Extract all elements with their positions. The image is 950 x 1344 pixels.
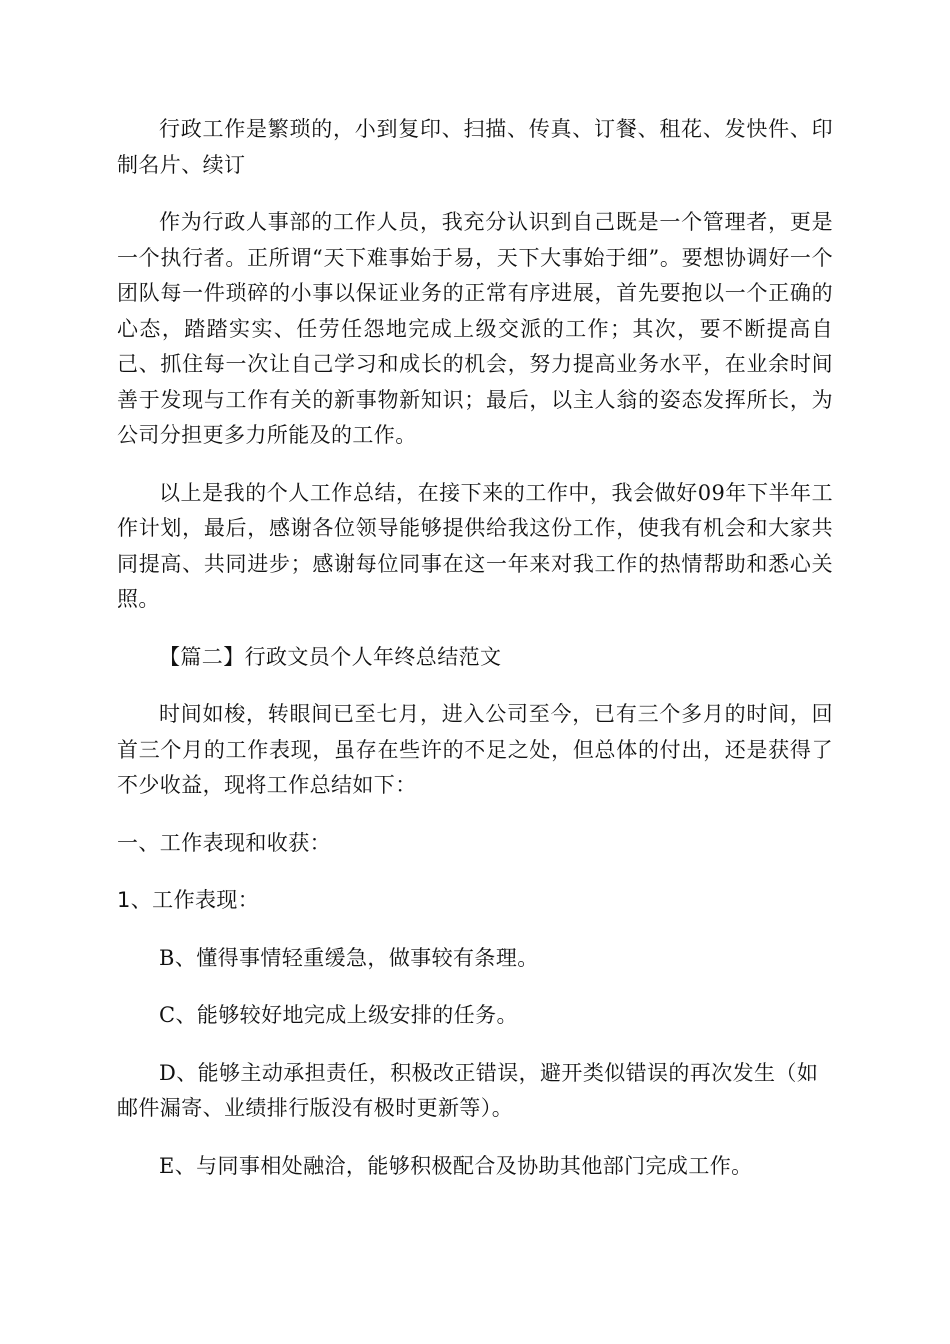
paragraph-intro: 时间如梭，转眼间已至七月，进入公司至今，已有三个多月的时间，回首三个月的工作表现，虽存在些许的不足之处，但总体的付出，还是获得了不少收益，现将工作总结如下： [117, 702, 833, 797]
section-title-part-two: 【篇二】行政文员个人年终总结范文 [159, 644, 502, 669]
paragraph-admin-work: 行政工作是繁琐的，小到复印、扫描、传真、订餐、租花、发快件、印制名片、续订 [117, 117, 833, 177]
list-item-e: E、与同事相处融洽，能够积极配合及协助其他部门完成工作。 [159, 1153, 753, 1178]
list-item-c: C、能够较好地完成上级安排的任务。 [159, 1003, 518, 1027]
paragraph-summary-close: 以上是我的个人工作总结，在接下来的工作中，我会做好09年下半年工作计划，最后，感谢各位领导能够提供给我这份工作，使我有机会和大家共同提高、共同进步；感谢每位同事在这一年来对我工作的热情帮助和悉心关照。 [117, 480, 833, 611]
list-item-b: B、懂得事情轻重缓急，做事较有条理。 [159, 945, 539, 970]
heading-work-performance [117, 883, 833, 919]
heading-text: 、工作表现： [130, 888, 260, 912]
list-item-d: D、能够主动承担责任，积极改正错误，避开类似错误的再次发生（如邮件漏寄、业绩排行版没有极时更新等）。 [117, 1060, 819, 1120]
heading-work-performance-gains: 一、工作表现和收获： [117, 830, 331, 855]
heading-number: 1 [117, 888, 131, 912]
paragraph-role: 作为行政人事部的工作人员，我充分认识到自己既是一个管理者，更是一个执行者。正所谓“天下难事始于易，天下大事始于细”。要想协调好一个团队每一件琐碎的小事以保证业务的正常有序进展，首先要抱以一个正确的心态，踏踏实实、任劳任怨地完成上级交派的工作；其次，要不断提高自己、抓住每一次让自己学习和成长的机会，努力提高业务水平，在业余时间善于发现与工作有关的新事物新知识；最后，以主人翁的姿态发挥所长，为公司分担更多力所能及的工作。 [117, 210, 833, 447]
document-body [117, 112, 833, 1206]
